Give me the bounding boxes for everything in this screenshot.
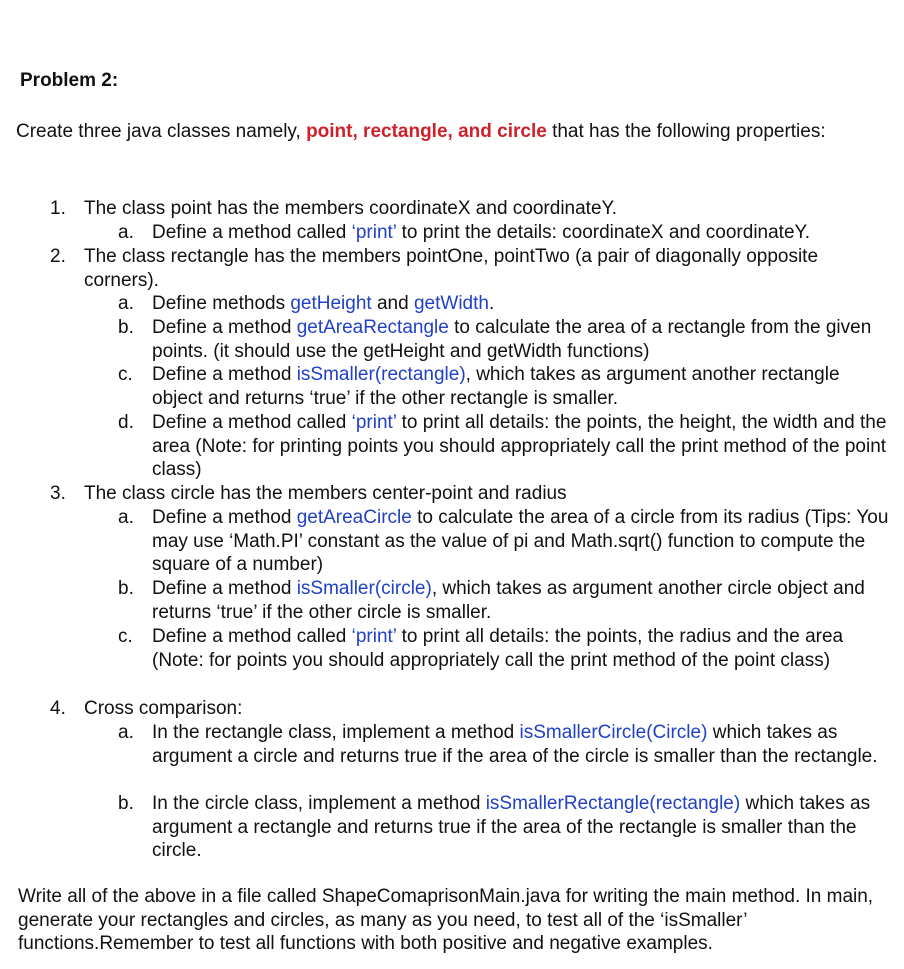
item-4b-letter: b. bbox=[118, 793, 134, 814]
item-4-text: Cross comparison: bbox=[84, 698, 243, 719]
item-3a-letter: a. bbox=[118, 507, 134, 528]
item-4-number: 4. bbox=[50, 698, 66, 719]
item-4a-letter: a. bbox=[118, 722, 134, 743]
item-2a-post: . bbox=[488, 293, 495, 314]
item-2c-post: , which takes as argument another rectangle object and returns ‘true’ if the other rectangle is smaller. bbox=[152, 364, 840, 409]
item-2a-letter: a. bbox=[118, 293, 134, 314]
item-2d-text bbox=[152, 411, 892, 482]
intro-before: Create three java classes namely, bbox=[16, 121, 307, 142]
item-3b-post: , which takes as argument another circle object and returns ‘true’ if the other circle is smaller. bbox=[152, 578, 865, 623]
item-1a-letter: a. bbox=[118, 222, 134, 243]
item-3b-text bbox=[152, 577, 892, 624]
item-3b-letter: b. bbox=[118, 578, 134, 599]
intro-paragraph bbox=[16, 120, 876, 144]
item-3-number: 3. bbox=[50, 483, 66, 504]
item-1a-code: ‘print’ bbox=[351, 222, 397, 243]
item-1a-text bbox=[152, 221, 892, 245]
item-3a-post: to calculate the area of a circle from its radius (Tips: You may use ‘Math.PI’ constant as the value of pi and Math.sqrt() function to compute the square of a number) bbox=[152, 507, 889, 575]
item-3b-code: isSmaller(circle) bbox=[296, 578, 432, 599]
item-3a-code: getAreaCircle bbox=[296, 507, 412, 528]
item-2d-post: to print all details: the points, the height, the width and the area (Note: for printing points you should appropriately call the print method of the point class) bbox=[152, 412, 887, 480]
item-2c-code: isSmaller(rectangle) bbox=[296, 364, 466, 385]
item-2-text: The class rectangle has the members pointOne, pointTwo (a pair of diagonally opposite corners). bbox=[84, 246, 819, 291]
item-1-text: The class point has the members coordinateX and coordinateY. bbox=[84, 198, 618, 219]
item-3-text: The class circle has the members center-point and radius bbox=[84, 483, 567, 504]
item-2a-text bbox=[152, 292, 892, 316]
item-2b-pre: Define a method bbox=[152, 317, 297, 338]
item-2b-code: getAreaRectangle bbox=[296, 317, 449, 338]
item-4b-text bbox=[152, 792, 892, 863]
item-2a-code2: getWidth bbox=[413, 293, 489, 314]
item-1-number: 1. bbox=[50, 198, 66, 219]
item-4b-pre: In the circle class, implement a method bbox=[152, 793, 486, 814]
item-3c-post: to print all details: the points, the radius and the area (Note: for points you should appropriately call the print method of the point class) bbox=[152, 626, 844, 671]
item-3a-pre: Define a method bbox=[152, 507, 297, 528]
item-3c-letter: c. bbox=[118, 626, 133, 647]
item-3c-pre: Define a method called bbox=[152, 626, 352, 647]
item-4b-code: isSmallerRectangle(rectangle) bbox=[485, 793, 741, 814]
item-4a-text bbox=[152, 721, 892, 768]
item-2b-post: to calculate the area of a rectangle from the given points. (it should use the getHeight and getWidth functions) bbox=[152, 317, 872, 362]
item-3c-code: ‘print’ bbox=[351, 626, 397, 647]
item-2b-text bbox=[152, 316, 892, 363]
item-2c-letter: c. bbox=[118, 364, 133, 385]
item-3c-text bbox=[152, 625, 892, 672]
item-2d-letter: d. bbox=[118, 412, 134, 433]
item-3a-text bbox=[152, 506, 892, 577]
item-2b-letter: b. bbox=[118, 317, 134, 338]
intro-highlight: point, rectangle, and circle bbox=[306, 121, 547, 142]
item-2c-text bbox=[152, 363, 892, 410]
item-4b-post: which takes as argument a rectangle and returns true if the area of the rectangle is smaller than the circle. bbox=[152, 793, 871, 861]
item-2c-pre: Define a method bbox=[152, 364, 297, 385]
item-1a-post: to print the details: coordinateX and coordinateY. bbox=[396, 222, 811, 243]
item-2a-code: getHeight bbox=[290, 293, 372, 314]
closing-paragraph: Write all of the above in a file called ShapeComaprisonMain.java for writing the main method. In main, generate your rectangles and circles, as many as you need, to test all of the ‘isSmaller’ functions.Remember to test all functions with both positive and negative examples. bbox=[18, 886, 874, 954]
item-3b-pre: Define a method bbox=[152, 578, 297, 599]
item-2a-pre: Define methods bbox=[152, 293, 291, 314]
item-2a-mid: and bbox=[371, 293, 414, 314]
intro-after: that has the following properties: bbox=[546, 121, 826, 142]
item-2d-pre: Define a method called bbox=[152, 412, 352, 433]
item-4a-pre: In the rectangle class, implement a method bbox=[152, 722, 520, 743]
problem-title: Problem 2: bbox=[20, 70, 119, 91]
item-4a-code: isSmallerCircle(Circle) bbox=[519, 722, 708, 743]
item-2-number: 2. bbox=[50, 246, 66, 267]
item-2d-code: ‘print’ bbox=[351, 412, 397, 433]
item-4a-post: which takes as argument a circle and returns true if the area of the circle is smaller than the rectangle. bbox=[152, 722, 878, 767]
item-1a-pre: Define a method called bbox=[152, 222, 352, 243]
